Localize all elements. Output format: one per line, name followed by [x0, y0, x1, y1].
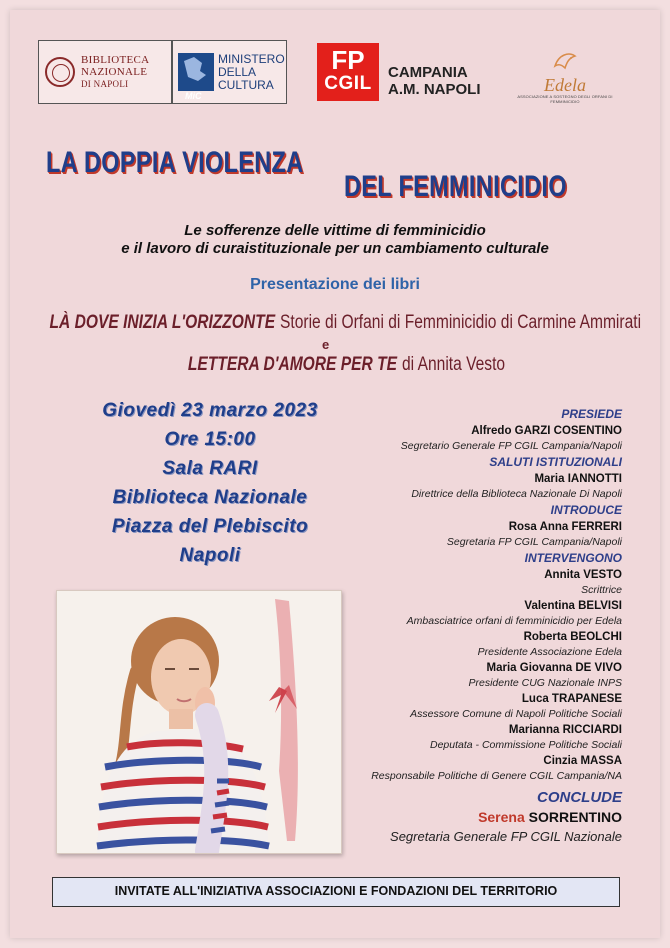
book-2-title: LETTERA D'AMORE PER TE: [187, 354, 398, 375]
ministero-line-1: MINISTERO: [218, 52, 285, 66]
role-intervengono: INTERVENGONO: [524, 551, 622, 565]
ministero-logo-text: [218, 53, 285, 92]
biblioteca-line-1: BIBLIOTECA: [81, 54, 150, 66]
role-presiede: PRESIEDE: [561, 407, 622, 421]
speaker-desc: Scrittrice: [581, 584, 622, 596]
ministero-line-3: CULTURA: [218, 78, 274, 92]
fp-cgil-logo: [317, 43, 379, 101]
portrait-painting: [56, 590, 342, 854]
role-introduce: INTRODUCE: [550, 503, 622, 517]
biblioteca-logo-text: [81, 54, 149, 90]
conclude-speaker-name: [322, 808, 622, 827]
speaker-name: Rosa Anna FERRERI: [508, 521, 622, 533]
subtitle-line-2: e il lavoro di curaistituzionale per un cambiamento culturale: [121, 240, 549, 257]
invitation-banner: INVITATE ALL'INIZIATIVA ASSOCIAZIONI E FONDAZIONI DEL TERRITORIO: [52, 877, 620, 907]
speaker-desc: Presidente CUG Nazionale INPS: [468, 677, 622, 689]
fp-label: FP: [331, 45, 365, 75]
conclude-first-name: Serena: [478, 809, 525, 825]
event-city: Napoli: [179, 545, 241, 566]
speaker-name: Marianna RICCIARDI: [508, 724, 622, 736]
ministero-cultura-logo: [172, 40, 287, 104]
cgil-label: CGIL: [324, 73, 372, 94]
book-1-subtitle: Storie di Orfani di Femminicidio di Carmine Ammirati: [280, 312, 642, 333]
speaker-name: Roberta BEOLCHI: [523, 631, 622, 643]
event-date: Giovedì 23 marzo 2023: [102, 400, 318, 421]
book-2-author: di Annita Vesto: [402, 354, 506, 375]
mic-emblem-icon: [178, 53, 214, 101]
biblioteca-line-2: NAZIONALE: [81, 66, 148, 78]
campania-line-1: CAMPANIA: [388, 64, 468, 81]
speaker-name: Annita VESTO: [544, 569, 622, 581]
speaker-desc: Segretaria FP CGIL Campania/Napoli: [446, 536, 622, 548]
conclude-last-name: SORRENTINO: [528, 809, 622, 825]
title-line-2: DEL FEMMINICIDIO: [344, 170, 567, 203]
role-conclude: CONCLUDE: [537, 789, 622, 806]
speaker-name: Luca TRAPANESE: [521, 693, 622, 705]
speaker-desc: Segretario Generale FP CGIL Campania/Napoli: [400, 440, 622, 452]
ministero-line-2: DELLA: [218, 65, 257, 79]
edela-logo: [505, 50, 625, 106]
conclude-speaker-desc: Segretaria Generale FP CGIL Nazionale: [390, 829, 622, 844]
edela-subtitle: ASSOCIAZIONE A SOSTEGNO DEGLI ORFANI DI FEMMINICIDIO: [517, 94, 613, 104]
role-saluti: SALUTI ISTITUZIONALI: [489, 455, 622, 469]
subtitle-line-1: Le sofferenze delle vittime di femminicidio: [184, 222, 486, 239]
program-list: [322, 406, 622, 846]
speaker-name: Maria Giovanna DE VIVO: [486, 662, 622, 674]
speaker-desc: Ambasciatrice orfani di femminicidio per Edela: [406, 615, 622, 627]
campania-line-2: A.M. NAPOLI: [388, 81, 481, 98]
mic-label: MiC: [185, 91, 202, 101]
campania-label: [388, 64, 481, 98]
speaker-desc: Direttrice della Biblioteca Nazionale Di Napoli: [411, 488, 622, 500]
speaker-name: Maria IANNOTTI: [534, 473, 622, 485]
event-venue: Biblioteca Nazionale: [112, 487, 308, 508]
speaker-name: Alfredo GARZI COSENTINO: [471, 425, 622, 437]
title-line-1: LA DOPPIA VIOLENZA: [46, 146, 304, 179]
dove-icon: [505, 50, 625, 76]
presentation-heading: Presentazione dei libri: [250, 276, 420, 293]
book-1-title: LÀ DOVE INIZIA L'ORIZZONTE: [49, 312, 276, 333]
book-1: [0, 312, 670, 334]
speaker-name: Valentina BELVISI: [524, 600, 622, 612]
speaker-desc: Responsabile Politiche di Genere CGIL Campania/NA: [371, 770, 622, 782]
event-time: Ore 15:00: [164, 429, 256, 450]
biblioteca-nazionale-logo: [38, 40, 172, 104]
speaker-name: Cinzia MASSA: [543, 755, 622, 767]
biblioteca-seal-icon: [45, 57, 75, 87]
edela-name: Edela: [544, 75, 586, 95]
event-details: [60, 396, 360, 570]
book-2: [0, 354, 670, 376]
event-room: Sala RARI: [162, 458, 258, 479]
speaker-desc: Assessore Comune di Napoli Politiche Sociali: [410, 708, 622, 720]
books-connector: e: [322, 337, 330, 352]
speaker-desc: Presidente Associazione Edela: [477, 646, 622, 658]
speaker-desc: Deputata - Commissione Politiche Sociali: [430, 739, 622, 751]
event-square: Piazza del Plebiscito: [111, 516, 309, 537]
biblioteca-line-3: DI NAPOLI: [81, 79, 129, 89]
